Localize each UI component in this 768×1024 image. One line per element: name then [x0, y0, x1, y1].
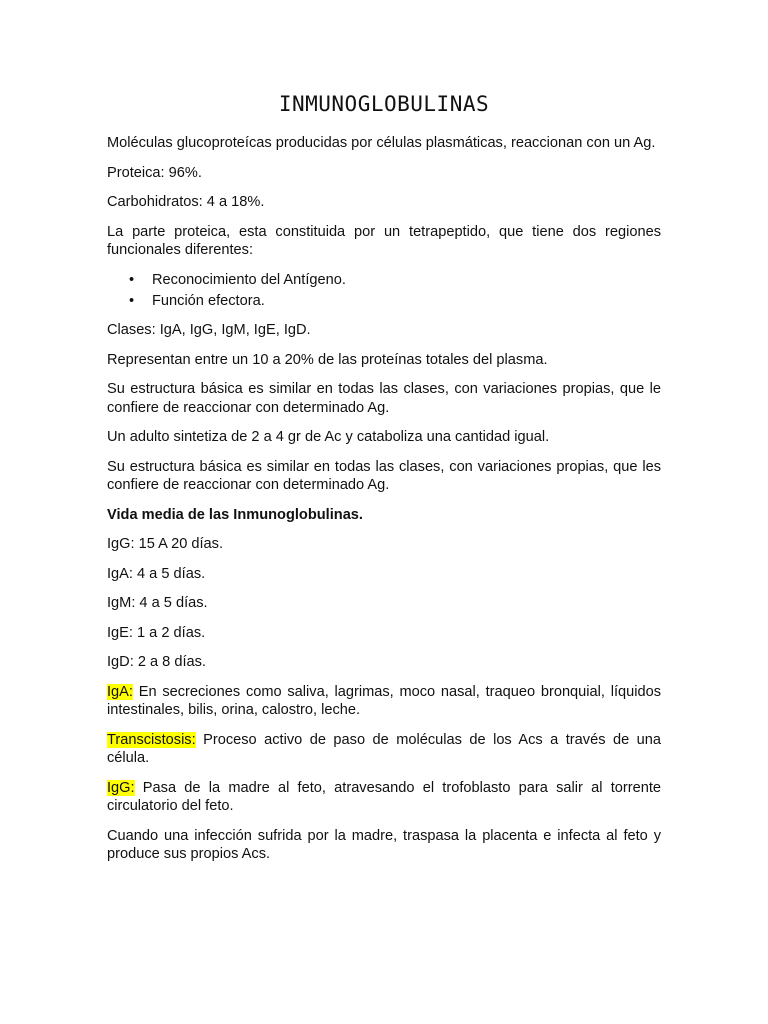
highlighted-text: Proceso activo de paso de moléculas de los Acs a través de una célula. — [107, 731, 661, 766]
bullet-icon: • — [129, 271, 135, 288]
list-item-text: Función efectora. — [152, 292, 265, 309]
highlighted-term: Transcistosis: — [107, 731, 196, 748]
document-body — [107, 134, 661, 875]
estructura-paragraph-1: Su estructura básica es similar en todas las clases, con variaciones propias, que le confiere de reaccionar con determinado Ag. — [107, 381, 661, 416]
page-title: INMUNOGLOBULINAS — [278, 92, 490, 116]
vida-media-heading: Vida media de las Inmunoglobulinas. — [107, 506, 363, 523]
highlighted-text: Pasa de la madre al feto, atravesando el trofoblasto para salir al torrente circulatorio del feto. — [107, 779, 661, 814]
transcistosis-paragraph — [107, 731, 661, 768]
vida-media-iga: IgA: 4 a 5 días. — [107, 565, 206, 582]
list-item-text: Reconocimiento del Antígeno. — [152, 271, 346, 288]
carbohidratos-line: Carbohidratos: 4 a 18%. — [107, 194, 265, 210]
bullet-icon: • — [129, 292, 135, 309]
estructura-paragraph-2: Su estructura básica es similar en todas las clases, con variaciones propias, que les confiere de reaccionar con determinado Ag. — [107, 458, 661, 493]
igg-paragraph — [107, 779, 661, 816]
highlighted-term: IgA: — [107, 683, 133, 700]
proteica-line: Proteica: 96%. — [107, 164, 202, 181]
clases-line: Clases: IgA, IgG, IgM, IgE, IgD. — [107, 322, 311, 338]
regiones-list — [107, 271, 661, 311]
cierre-paragraph: Cuando una infección sufrida por la madre, traspasa la placenta e infecta al feto y produce sus propios Acs. — [107, 827, 661, 862]
vida-media-igg: IgG: 15 A 20 días. — [107, 536, 224, 552]
vida-media-igm: IgM: 4 a 5 días. — [107, 595, 208, 611]
parte-proteica-paragraph: La parte proteica, esta constituida por un tetrapeptido, que tiene dos regiones funcionales diferentes: — [107, 223, 661, 258]
highlighted-text: En secreciones como saliva, lagrimas, moco nasal, traqueo bronquial, líquidos intestinales, bilis, orina, calostro, leche. — [107, 683, 661, 718]
iga-paragraph — [107, 683, 661, 720]
vida-media-ige: IgE: 1 a 2 días. — [107, 624, 206, 641]
vida-media-igd: IgD: 2 a 8 días. — [107, 654, 206, 670]
list-item — [107, 271, 661, 290]
intro-paragraph: Moléculas glucoproteícas producidas por células plasmáticas, reaccionan con un Ag. — [107, 135, 656, 151]
representan-paragraph: Representan entre un 10 a 20% de las proteínas totales del plasma. — [107, 351, 548, 368]
adulto-paragraph: Un adulto sintetiza de 2 a 4 gr de Ac y cataboliza una cantidad igual. — [107, 429, 550, 445]
highlighted-term: IgG: — [107, 779, 135, 796]
list-item — [107, 292, 661, 311]
